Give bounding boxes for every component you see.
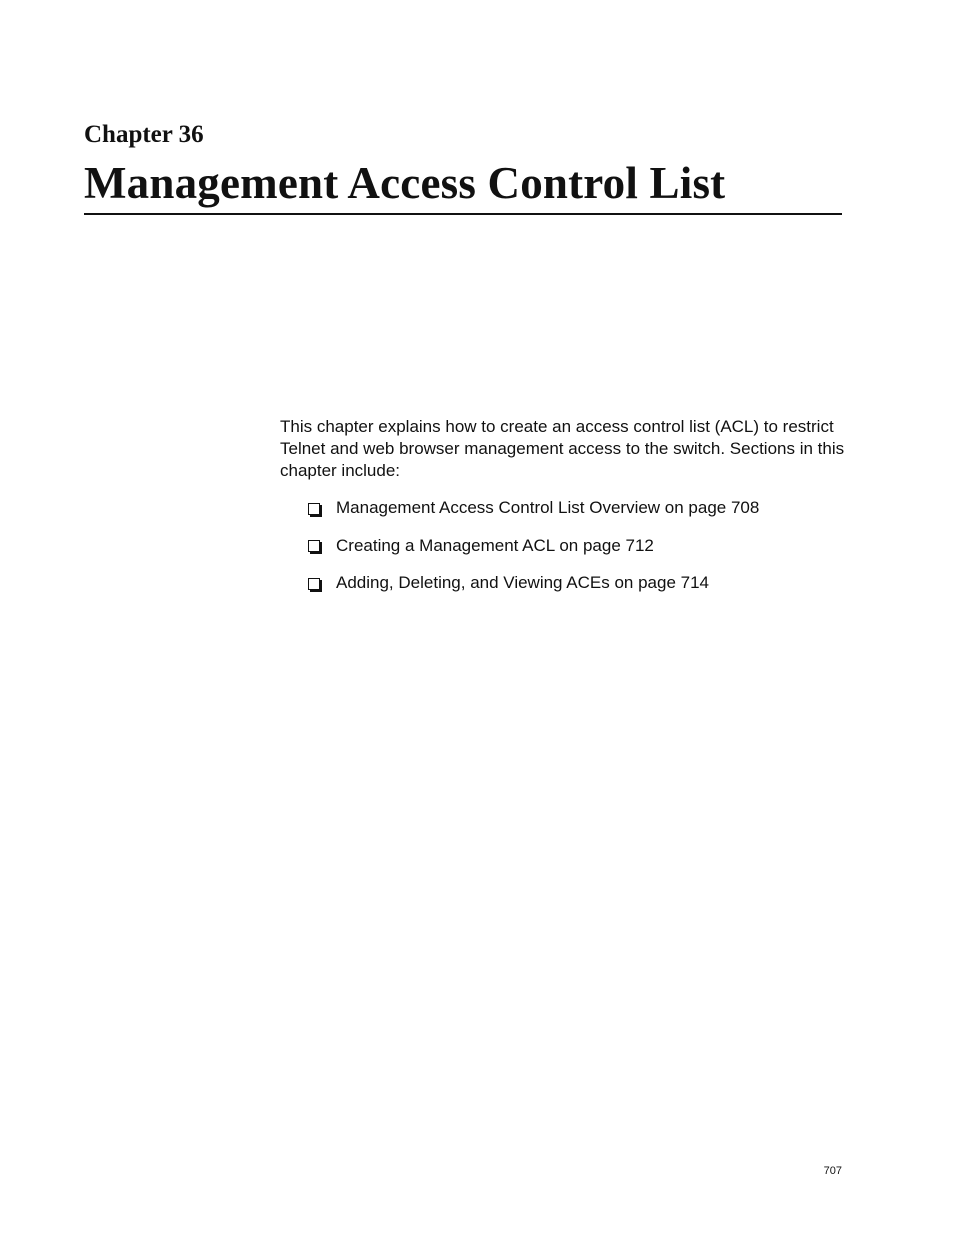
section-link-label: Adding, Deleting, and Viewing ACEs on page 714 xyxy=(336,573,710,592)
section-link-label: Creating a Management ACL on page 712 xyxy=(336,535,654,555)
chapter-title: Management Access Control List xyxy=(84,158,726,208)
title-divider xyxy=(84,213,842,215)
checkbox-icon xyxy=(308,503,320,515)
section-link-label: Management Access Control List Overview on page 708 xyxy=(336,498,760,517)
section-link-overview[interactable] xyxy=(308,496,759,520)
page-number: 707 xyxy=(823,1165,842,1177)
section-list xyxy=(308,496,759,609)
checkbox-icon xyxy=(308,540,320,552)
section-link-aces[interactable] xyxy=(308,571,759,595)
section-link-creating-acl[interactable] xyxy=(308,534,759,558)
intro-paragraph: This chapter explains how to create an access control list (ACL) to restrict Telnet and web browser management access to the switch. Sections in this chapter include: xyxy=(280,417,845,480)
chapter-label: Chapter 36 xyxy=(84,121,204,148)
checkbox-icon xyxy=(308,578,320,590)
